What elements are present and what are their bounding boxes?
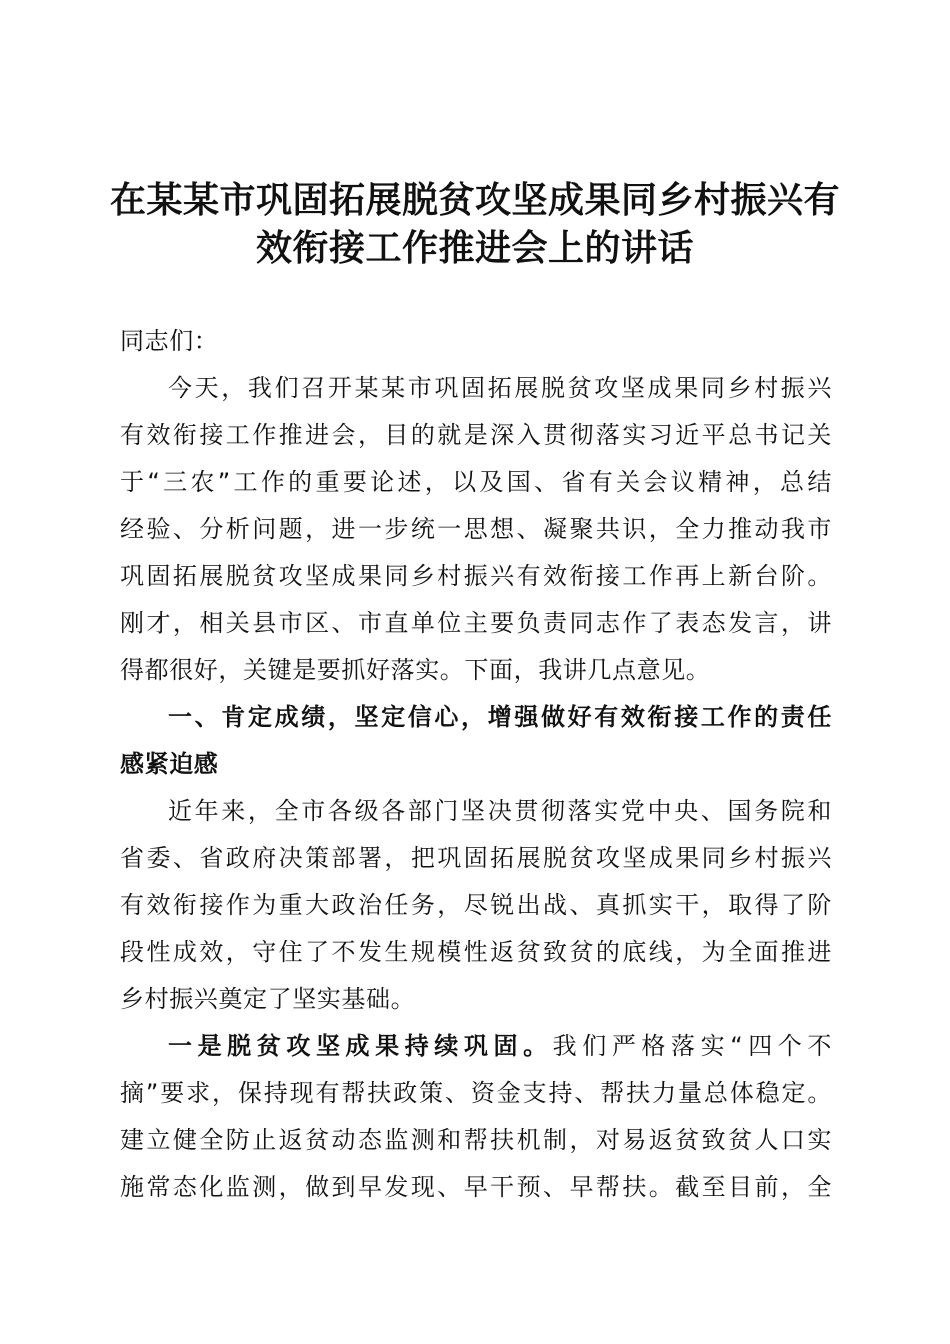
paragraph-1-line: 今天，我们召开某某市巩固拓展脱贫攻坚成果同乡村振兴: [168, 374, 832, 402]
paragraph-1-line: 于“三农”工作的重要论述，以及国、省有关会议精神，总结: [120, 468, 832, 496]
paragraph-2-line: 段性成效，守住了不发生规模性返贫致贫的底线，为全面推进: [120, 938, 832, 966]
paragraph-3-line: 施常态化监测，做到早发现、早干预、早帮扶。截至目前，全: [120, 1173, 832, 1201]
document-title: [100, 176, 850, 272]
paragraph-1-line: 刚才，相关县市区、市直单位主要负责同志作了表态发言，讲: [120, 609, 832, 637]
paragraph-3-first-line: [120, 1023, 832, 1070]
paragraph-2-line: 近年来，全市各级各部门坚决贯彻落实党中央、国务院和: [168, 797, 832, 825]
paragraph-3-first-line-rest: 我们严格落实“四个不: [552, 1032, 832, 1060]
salutation: 同志们：: [120, 327, 219, 355]
paragraph-3-lead: 一是脱贫攻坚成果持续巩固。: [168, 1032, 553, 1060]
paragraph-3-line: 建立健全防止返贫动态监测和帮扶机制，对易返贫致贫人口实: [120, 1126, 832, 1154]
paragraph-1-line: 巩固拓展脱贫攻坚成果同乡村振兴有效衔接工作再上新台阶。: [120, 562, 832, 590]
document-body: [120, 318, 832, 1211]
paragraph-2-line: 乡村振兴奠定了坚实基础。: [120, 985, 416, 1013]
title-line-2: 效衔接工作推进会上的讲话: [255, 227, 694, 269]
paragraph-1-line: 得都很好，关键是要抓好落实。下面，我讲几点意见。: [120, 656, 711, 684]
section-1-heading-line: 感紧迫感: [120, 750, 219, 778]
paragraph-1-line: 有效衔接工作推进会，目的就是深入贯彻落实习近平总书记关: [120, 421, 832, 449]
section-1-heading-line: 一、肯定成绩，坚定信心，增强做好有效衔接工作的责任: [168, 703, 832, 731]
paragraph-2-line: 有效衔接作为重大政治任务，尽锐出战、真抓实干，取得了阶: [120, 891, 832, 919]
paragraph-3-line: 摘”要求，保持现有帮扶政策、资金支持、帮扶力量总体稳定。: [120, 1079, 832, 1107]
paragraph-1-line: 经验、分析问题，进一步统一思想、凝聚共识，全力推动我市: [120, 515, 832, 543]
paragraph-2-line: 省委、省政府决策部署，把巩固拓展脱贫攻坚成果同乡村振兴: [120, 844, 832, 872]
title-line-1: 在某某市巩固拓展脱贫攻坚成果同乡村振兴有: [109, 179, 840, 221]
